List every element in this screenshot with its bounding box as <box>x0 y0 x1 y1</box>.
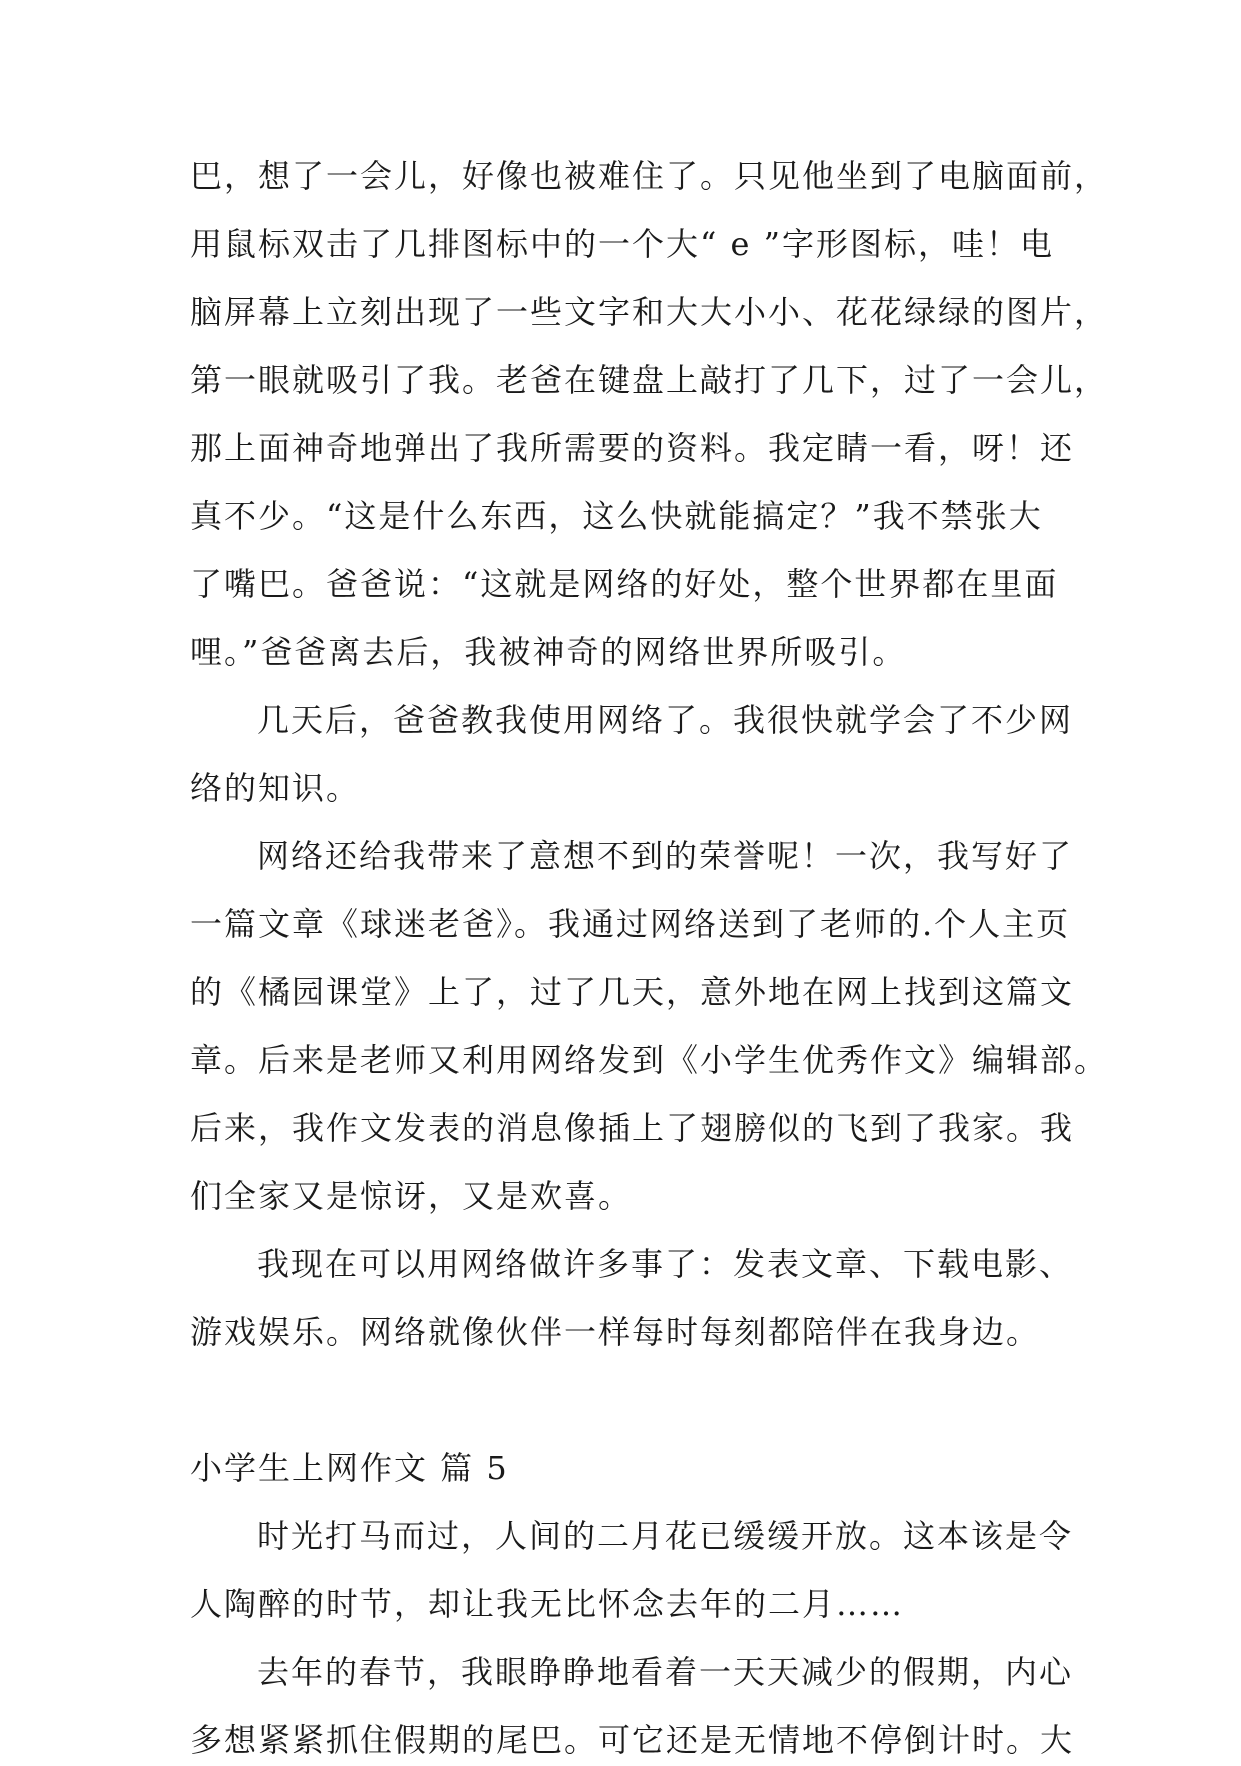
text-line: 一篇文章《球迷老爸》。我通过网络送到了老师的.个人主页 <box>190 905 1071 943</box>
text-line: 哩。”爸爸离去后，我被神奇的网络世界所吸引。 <box>190 633 907 671</box>
paragraph-start: 时光打马而过，人间的二月花已缓缓开放。这本该是令 <box>257 1517 1074 1555</box>
paragraph-start: 去年的春节，我眼睁睁地看着一天天减少的假期，内心 <box>257 1653 1074 1691</box>
text-line: 巴，想了一会儿，好像也被难住了。只见他坐到了电脑面前， <box>190 157 1109 195</box>
text-line: 用鼠标双击了几排图标中的一个大“ e ”字形图标，哇！电 <box>190 225 1055 263</box>
section-heading: 小学生上网作文 篇 5 <box>190 1449 509 1487</box>
text-line: 真不少。“这是什么东西，这么快就能搞定？”我不禁张大 <box>190 497 1043 535</box>
paragraph-start: 我现在可以用网络做许多事了：发表文章、下载电影、 <box>257 1245 1074 1283</box>
text-line: 章。后来是老师又利用网络发到《小学生优秀作文》编辑部。 <box>190 1041 1109 1079</box>
paragraph-start: 网络还给我带来了意想不到的荣誉呢！一次，我写好了 <box>257 837 1074 875</box>
text-line: 了嘴巴。爸爸说：“这就是网络的好处，整个世界都在里面 <box>190 565 1059 603</box>
text-line: 游戏娱乐。网络就像伙伴一样每时每刻都陪伴在我身边。 <box>190 1313 1041 1351</box>
text-line: 们全家又是惊讶，又是欢喜。 <box>190 1177 633 1215</box>
text-line: 络的知识。 <box>190 769 361 807</box>
text-line: 多想紧紧抓住假期的尾巴。可它还是无情地不停倒计时。大 <box>190 1721 1075 1759</box>
text-line: 脑屏幕上立刻出现了一些文字和大大小小、花花绿绿的图片， <box>190 293 1109 331</box>
text-line: 第一眼就吸引了我。老爸在键盘上敲打了几下，过了一会儿， <box>190 361 1109 399</box>
paragraph-start: 几天后，爸爸教我使用网络了。我很快就学会了不少网 <box>257 701 1074 739</box>
text-line: 的《橘园课堂》上了，过了几天，意外地在网上找到这篇文 <box>190 973 1075 1011</box>
text-line: 人陶醉的时节，却让我无比怀念去年的二月…… <box>190 1585 905 1623</box>
text-line: 后来，我作文发表的消息像插上了翅膀似的飞到了我家。我 <box>190 1109 1075 1147</box>
text-line: 那上面神奇地弹出了我所需要的资料。我定睛一看，呀！还 <box>190 429 1075 467</box>
